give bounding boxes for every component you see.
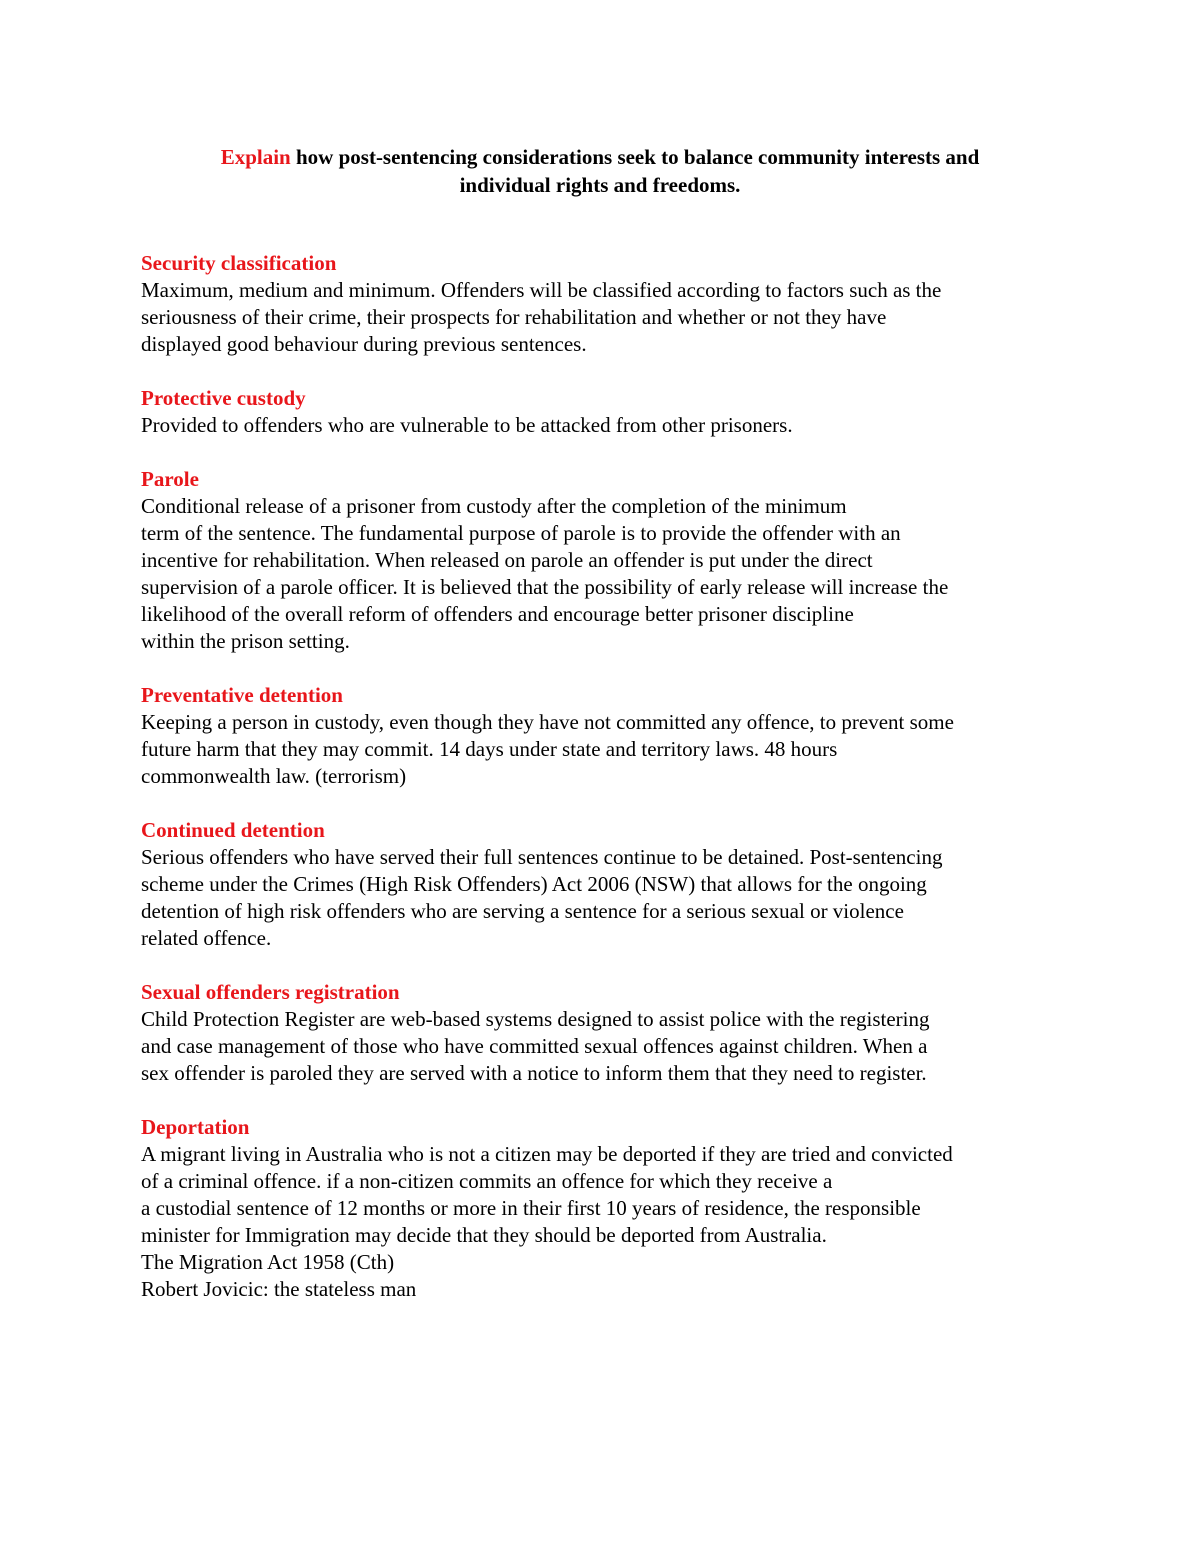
title-line-2: individual rights and freedoms. <box>459 173 741 197</box>
section-heading: Sexual offenders registration <box>141 980 400 1004</box>
section-text-line: supervision of a parole officer. It is believed that the possibility of early release will increase the <box>141 575 949 599</box>
section-text-line: minister for Immigration may decide that they should be deported from Australia. <box>141 1223 827 1247</box>
section-text-line: a custodial sentence of 12 months or more in their first 10 years of residence, the responsible <box>141 1196 921 1220</box>
section-text-line: and case management of those who have committed sexual offences against children. When a <box>141 1034 928 1058</box>
section <box>141 385 1071 439</box>
section-text-line: scheme under the Crimes (High Risk Offenders) Act 2006 (NSW) that allows for the ongoing <box>141 872 927 896</box>
section-text-line: term of the sentence. The fundamental purpose of parole is to provide the offender with an <box>141 521 901 545</box>
section-heading: Security classification <box>141 251 337 275</box>
title-line-1-text: how post-sentencing considerations seek to balance community interests and <box>290 145 980 169</box>
section-text-line: The Migration Act 1958 (Cth) <box>141 1250 395 1274</box>
section-heading: Deportation <box>141 1115 250 1139</box>
section <box>141 1114 1071 1303</box>
section-text-line: Provided to offenders who are vulnerable to be attacked from other prisoners. <box>141 413 793 437</box>
section-text-line: within the prison setting. <box>141 629 350 653</box>
section-text-line: sex offender is paroled they are served with a notice to inform them that they need to register. <box>141 1061 927 1085</box>
page-title <box>0 143 1200 199</box>
section-heading: Parole <box>141 467 199 491</box>
section-text-line: A migrant living in Australia who is not a citizen may be deported if they are tried and convicted <box>141 1142 953 1166</box>
section <box>141 817 1071 952</box>
section-heading: Protective custody <box>141 386 306 410</box>
section-text-line: displayed good behaviour during previous sentences. <box>141 332 587 356</box>
section-text-line: Serious offenders who have served their full sentences continue to be detained. Post-sentencing <box>141 845 943 869</box>
section-text-line: Maximum, medium and minimum. Offenders will be classified according to factors such as the <box>141 278 942 302</box>
section-heading: Preventative detention <box>141 683 343 707</box>
section-text-line: commonwealth law. (terrorism) <box>141 764 407 788</box>
section-text-line: Child Protection Register are web-based systems designed to assist police with the registering <box>141 1007 930 1031</box>
section <box>141 979 1071 1087</box>
section-heading: Continued detention <box>141 818 325 842</box>
section-text-line: future harm that they may commit. 14 days under state and territory laws. 48 hours <box>141 737 838 761</box>
title-line-1 <box>0 143 1200 171</box>
section <box>141 682 1071 790</box>
section <box>141 466 1071 655</box>
section-text-line: incentive for rehabilitation. When released on parole an offender is put under the direct <box>141 548 873 572</box>
section-text-line: related offence. <box>141 926 272 950</box>
section-text-line: of a criminal offence. if a non-citizen commits an offence for which they receive a <box>141 1169 833 1193</box>
section-text-line: Keeping a person in custody, even though they have not committed any offence, to prevent some <box>141 710 954 734</box>
document-body <box>141 250 1071 1330</box>
section-text-line: detention of high risk offenders who are serving a sentence for a serious sexual or violence <box>141 899 904 923</box>
title-emphasis: Explain <box>220 145 291 169</box>
section-text-line: likelihood of the overall reform of offenders and encourage better prisoner discipline <box>141 602 854 626</box>
section-text-line: seriousness of their crime, their prospects for rehabilitation and whether or not they have <box>141 305 887 329</box>
section-text-line: Robert Jovicic: the stateless man <box>141 1277 417 1301</box>
section-text-line: Conditional release of a prisoner from custody after the completion of the minimum <box>141 494 847 518</box>
section <box>141 250 1071 358</box>
